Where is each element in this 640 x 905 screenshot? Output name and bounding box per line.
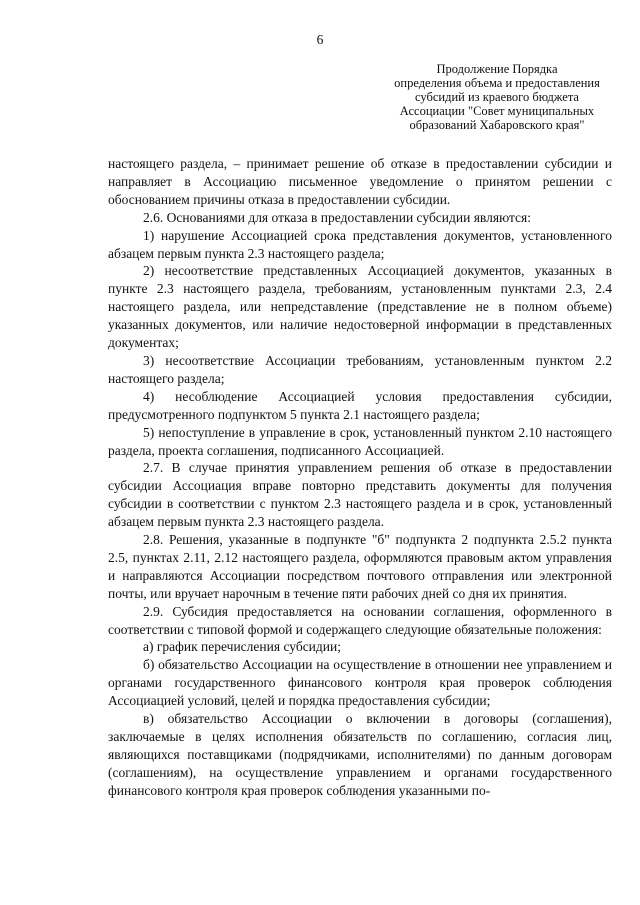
paragraph-2-8: 2.8. Решения, указанные в подпункте "б" подпункта 2 подпункта 2.5.2 пункта 2.5, пунктах 2.11, 2.12 настоящего раздела, оформляются правовым актом управления и направляются Ассоциации посредством почтового отправления или электронной почты, или вручает нарочным в течение пяти рабочих дней со дня их принятия.	[108, 532, 612, 601]
page-number: 6	[316, 32, 324, 47]
paragraph-2-6: 2.6. Основаниями для отказа в предоставлении субсидии являются:	[143, 209, 531, 225]
paragraph-continuation: настоящего раздела, – принимает решение об отказе в предоставлении субсидии и направляет в Ассоциацию письменное уведомление о принятом решении с обоснованием причины отказа в предоставлении субсидии.	[108, 156, 612, 207]
paragraph-2-9-item-a: а) график перечисления субсидии;	[143, 639, 341, 655]
paragraph-2-9-item-b: б) обязательство Ассоциации на осуществление в отношении нее управлением и органами государственного финансового контроля края проверок соблюдения Ассоциацией условий, целей и порядка предоставления субсидии;	[108, 657, 612, 709]
paragraph-2-6-item-4: 4) несоблюдение Ассоциацией условия предоставления субсидии, предусмотренного подпунктом 5 пункта 2.1 настоящего раздела;	[108, 388, 612, 422]
paragraph-2-6-item-3: 3) несоответствие Ассоциации требованиям, установленным пунктом 2.2 настоящего раздела;	[108, 352, 612, 386]
paragraph-2-6-item-1: 1) нарушение Ассоциацией срока представления документов, установленного абзацем первым пункта 2.3 настоящего раздела;	[108, 227, 612, 261]
paragraph-2-6-item-5: 5) непоступление в управление в срок, установленный пунктом 2.10 настоящего раздела, проекта соглашения, подписанного Ассоциацией.	[108, 424, 612, 458]
document-body	[108, 155, 612, 800]
paragraph-2-7: 2.7. В случае принятия управлением решения об отказе в предоставлении субсидии Ассоциация вправе повторно представить документы для получения субсидии в соответствии с пунктом 2.3 настоящего раздела и в срок, установленный абзацем первым пункта 2.3 настоящего раздела.	[108, 460, 612, 530]
paragraph-2-6-item-2: 2) несоответствие представленных Ассоциацией документов, указанных в пункте 2.3 настоящего раздела, требованиям, установленным пунктами 2.3, 2.4 настоящего раздела, или непредставление (представление не в полном объеме) указанных документов, или наличие недостоверной информации в представленных документах;	[108, 263, 612, 351]
header-line: Ассоциации "Совет муниципальных	[399, 104, 595, 118]
header-line: субсидий из краевого бюджета	[415, 90, 579, 104]
document-header	[382, 62, 612, 132]
header-line: образований Хабаровского края"	[409, 118, 585, 132]
paragraph-2-9-item-v: в) обязательство Ассоциации о включении в договоры (соглашения), заключаемые в целях исполнения обязательств по соглашению, согласия лиц, являющихся поставщиками (подрядчиками, исполнителями) по данным договорам (соглашениям), на осуществление управлением и органами государственного финансового контроля края проверок соблюдения указанными по-	[108, 711, 612, 798]
paragraph-2-9: 2.9. Субсидия предоставляется на основании соглашения, оформленного в соответствии с типовой формой и содержащего следующие обязательные положения:	[108, 603, 612, 637]
header-line: Продолжение Порядка	[436, 62, 558, 76]
header-line: определения объема и предоставления	[394, 76, 600, 90]
